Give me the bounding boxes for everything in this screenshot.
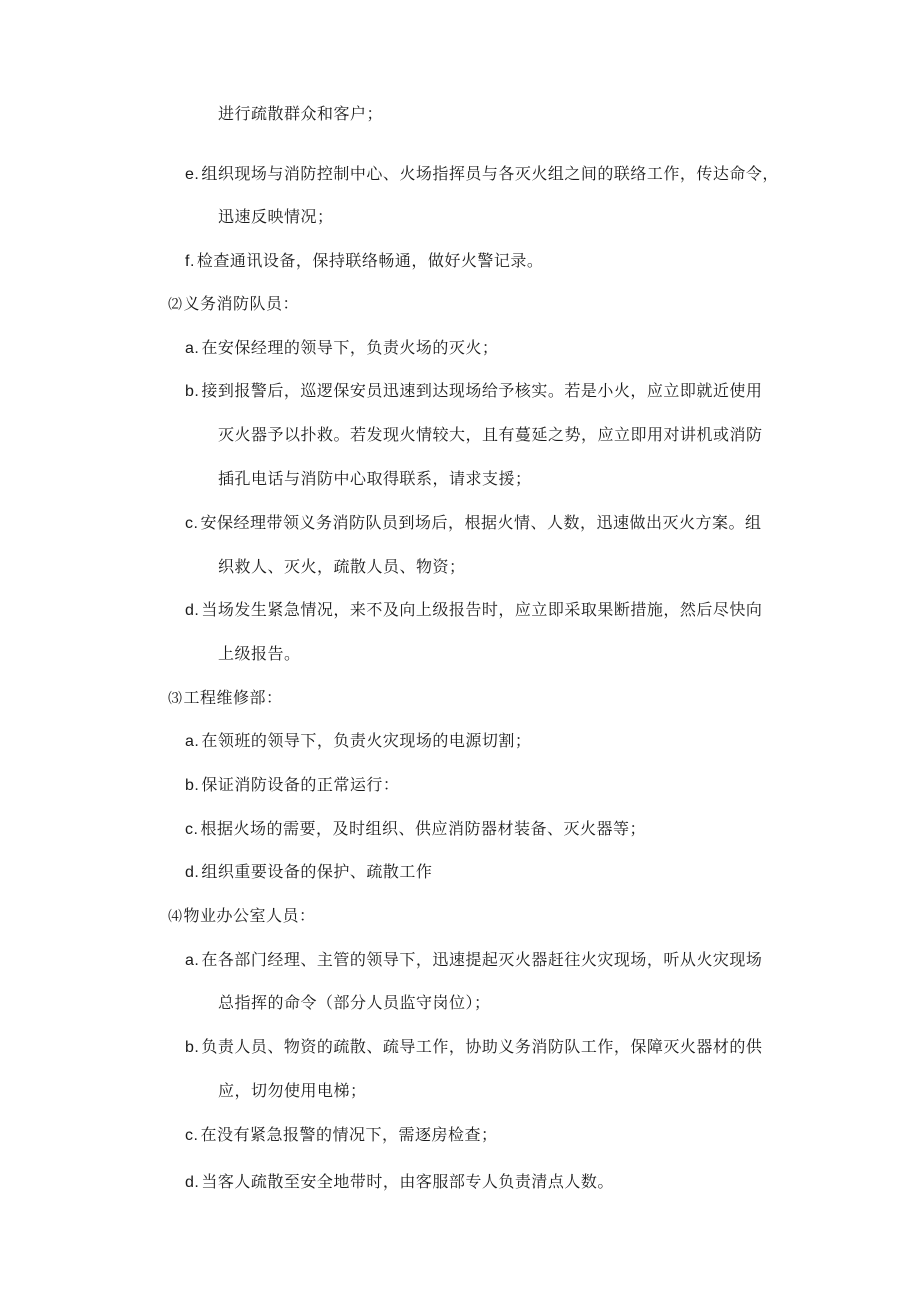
list-item bbox=[185, 1172, 614, 1193]
line-text: 灭火器予以扑救。若发现火情较大，且有蔓延之势，应立即用对讲机或消防 bbox=[218, 425, 763, 444]
list-item bbox=[185, 600, 762, 621]
line-text: 总指挥的命令（部分人员监守岗位）； bbox=[218, 993, 491, 1012]
text-line bbox=[218, 644, 301, 664]
line-text: 插孔电话与消防中心取得联系，请求支援； bbox=[218, 469, 532, 488]
list-marker: d. bbox=[185, 602, 200, 619]
list-item bbox=[185, 1125, 497, 1146]
section-number: ⑵ bbox=[168, 297, 183, 313]
section-title: 物业办公室人员： bbox=[183, 906, 316, 925]
text-line bbox=[218, 1081, 367, 1101]
list-marker: c. bbox=[185, 1127, 199, 1144]
list-item bbox=[185, 1037, 762, 1058]
section-number: ⑷ bbox=[168, 909, 183, 925]
line-text: 检查通讯设备，保持联络畅通，做好火警记录。 bbox=[196, 251, 544, 270]
line-text: 迅速反映情况； bbox=[218, 207, 334, 226]
list-marker: b. bbox=[185, 777, 200, 794]
line-text: 在没有紧急报警的情况下，需逐房检查； bbox=[200, 1125, 498, 1144]
line-text: 保证消防设备的正常运行： bbox=[201, 775, 400, 794]
list-marker: e. bbox=[185, 166, 200, 183]
list-item bbox=[185, 381, 762, 402]
line-text: 当场发生紧急情况，来不及向上级报告时，应立即采取果断措施，然后尽快向 bbox=[201, 600, 763, 619]
text-line bbox=[218, 469, 532, 489]
list-item bbox=[185, 513, 761, 534]
list-marker: a. bbox=[185, 340, 200, 357]
list-item bbox=[185, 862, 432, 883]
line-text: 负责人员、物资的疏散、疏导工作，协助义务消防队工作，保障灭火器材的供 bbox=[201, 1037, 763, 1056]
line-text: 当客人疏散至安全地带时，由客服部专人负责清点人数。 bbox=[201, 1172, 614, 1191]
list-marker: d. bbox=[185, 1174, 200, 1191]
list-marker: a. bbox=[185, 952, 200, 969]
list-item bbox=[185, 251, 543, 272]
text-line bbox=[218, 104, 383, 124]
line-text: 组织现场与消防控制中心、火场指挥员与各灭火组之间的联络工作，传达命令， bbox=[201, 164, 779, 183]
list-item bbox=[185, 164, 779, 185]
text-line bbox=[218, 993, 491, 1013]
section-title: 义务消防队员： bbox=[183, 294, 300, 313]
list-marker: a. bbox=[185, 733, 200, 750]
section-heading bbox=[168, 906, 316, 927]
line-text: 组织重要设备的保护、疏散工作 bbox=[201, 862, 433, 881]
line-text: 在领班的领导下，负责火灾现场的电源切割； bbox=[201, 731, 532, 750]
list-item bbox=[185, 731, 531, 752]
list-marker: c. bbox=[185, 515, 199, 532]
line-text: 安保经理带领义务消防队员到场后，根据火情、人数，迅速做出灭火方案。组 bbox=[200, 513, 762, 532]
line-text: 应，切勿使用电梯； bbox=[218, 1081, 367, 1100]
list-item bbox=[185, 950, 762, 971]
list-marker: d. bbox=[185, 864, 200, 881]
text-line bbox=[218, 425, 763, 445]
list-item bbox=[185, 338, 498, 359]
list-marker: b. bbox=[185, 383, 200, 400]
line-text: 在安保经理的领导下，负责火场的灭火； bbox=[201, 338, 499, 357]
section-number: ⑶ bbox=[168, 691, 183, 707]
line-text: 进行疏散群众和客户； bbox=[218, 104, 384, 123]
list-item bbox=[185, 819, 646, 840]
line-text: 上级报告。 bbox=[218, 644, 301, 663]
section-heading bbox=[168, 688, 283, 709]
text-line bbox=[218, 207, 334, 227]
text-line bbox=[218, 557, 466, 577]
line-text: 根据火场的需要，及时组织、供应消防器材装备、灭火器等； bbox=[200, 819, 646, 838]
list-marker: f. bbox=[185, 253, 195, 270]
section-heading bbox=[168, 294, 299, 315]
section-title: 工程维修部： bbox=[183, 688, 283, 707]
line-text: 织救人、灭火，疏散人员、物资； bbox=[218, 557, 466, 576]
line-text: 在各部门经理、主管的领导下，迅速提起灭火器赶往火灾现场，听从火灾现场 bbox=[201, 950, 763, 969]
line-text: 接到报警后，巡逻保安员迅速到达现场给予核实。若是小火，应立即就近使用 bbox=[201, 381, 763, 400]
list-marker: c. bbox=[185, 821, 199, 838]
list-item bbox=[185, 775, 399, 796]
list-marker: b. bbox=[185, 1039, 200, 1056]
